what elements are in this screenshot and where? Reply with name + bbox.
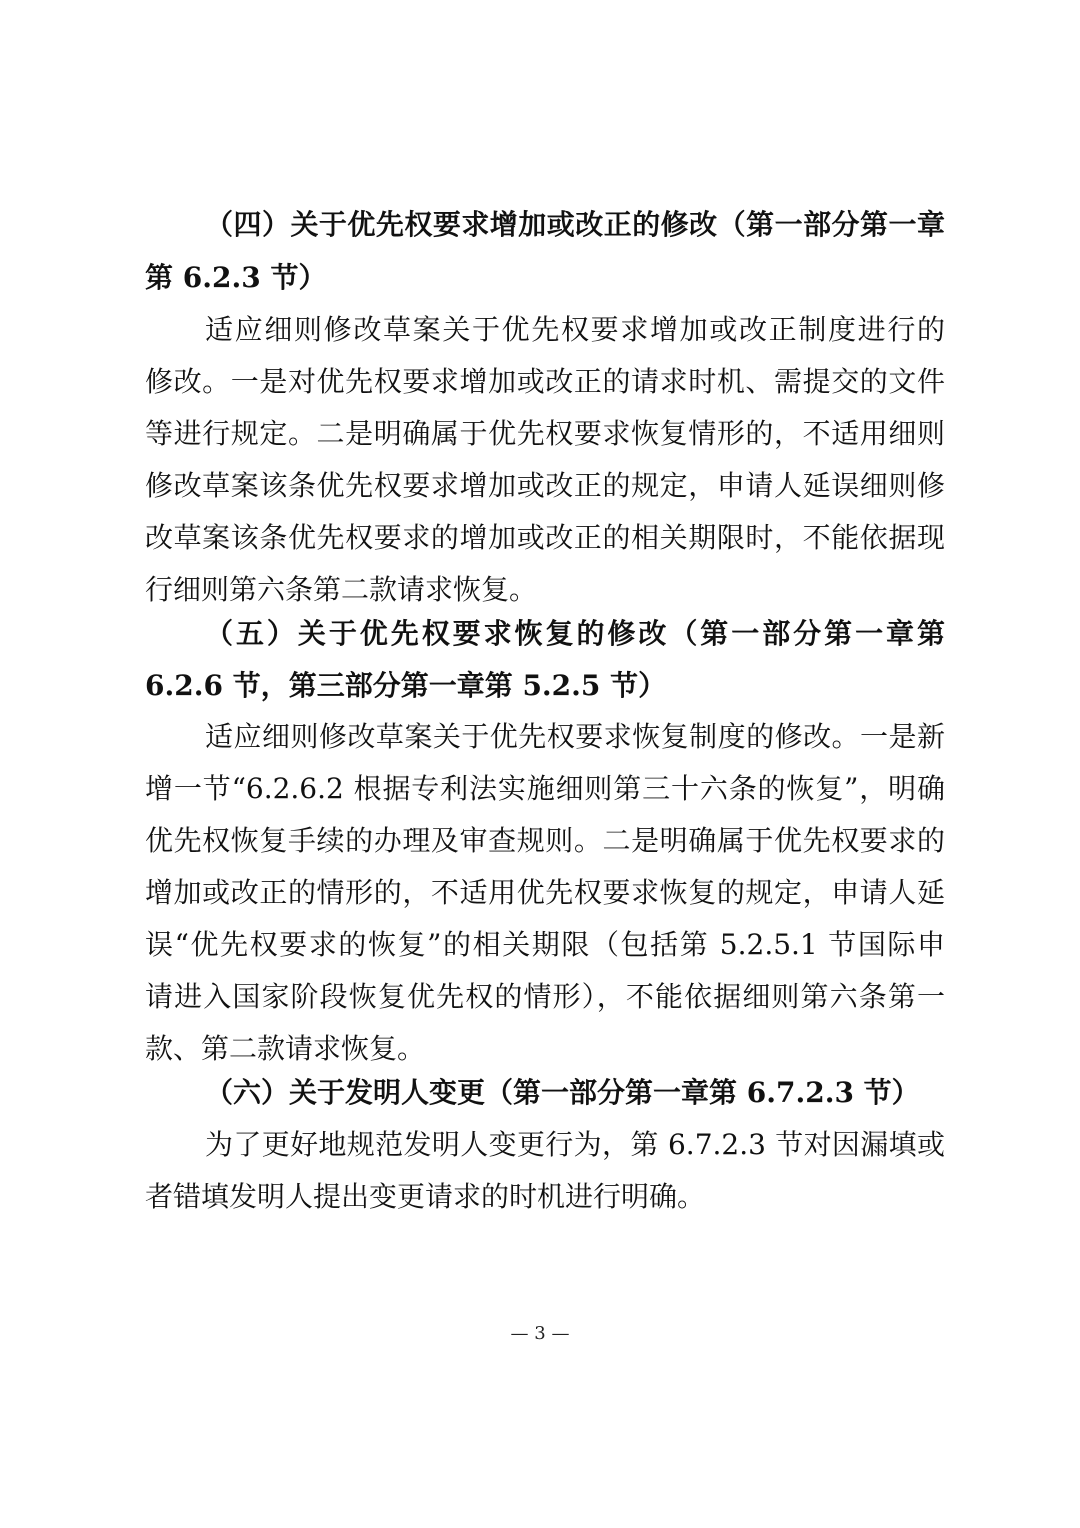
section-5-heading-line-2: 6.2.6 节，第三部分第一章第 5.2.5 节） [145,669,667,702]
section-4-body-line-5: 改草案该条优先权要求的增加或改正的相关期限时，不能依据现 [145,521,945,554]
section-5-body-line-7: 款、第二款请求恢复。 [145,1032,426,1065]
section-4-body-line-2: 修改。一是对优先权要求增加或改正的请求时机、需提交的文件 [145,365,945,398]
section-6-body-line-2: 者错填发明人提出变更请求的时机进行明确。 [145,1180,706,1213]
section-4-body-line-3: 等进行规定。二是明确属于优先权要求恢复情形的，不适用细则 [145,417,945,450]
page-number: — 3 — [510,1323,570,1344]
section-6-heading-line-1: （六）关于发明人变更（第一部分第一章第 6.7.2.3 节） [205,1076,920,1109]
section-4-body-line-6: 行细则第六条第二款请求恢复。 [145,573,538,606]
section-4-body-line-4: 修改草案该条优先权要求增加或改正的规定，申请人延误细则修 [145,469,945,502]
section-4-heading-line-1: （四）关于优先权要求增加或改正的修改（第一部分第一章 [205,208,945,241]
section-5-body-line-5: 误“优先权要求的恢复”的相关期限（包括第 5.2.5.1 节国际申 [145,928,945,961]
section-5-body-line-1: 适应细则修改草案关于优先权要求恢复制度的修改。一是新 [205,720,945,753]
section-6-body-line-1: 为了更好地规范发明人变更行为，第 6.7.2.3 节对因漏填或 [205,1128,945,1161]
section-4-body-line-1: 适应细则修改草案关于优先权要求增加或改正制度进行的 [205,313,945,346]
section-4-heading-line-2: 第 6.2.3 节） [145,261,327,294]
section-5-body-line-6: 请进入国家阶段恢复优先权的情形），不能依据细则第六条第一 [145,980,945,1013]
section-5-body-line-4: 增加或改正的情形的，不适用优先权要求恢复的规定，申请人延 [145,876,945,909]
section-5-heading-line-1: （五）关于优先权要求恢复的修改（第一部分第一章第 [205,617,945,650]
section-5-body-line-3: 优先权恢复手续的办理及审查规则。二是明确属于优先权要求的 [145,824,945,857]
section-5-body-line-2: 增一节“6.2.6.2 根据专利法实施细则第三十六条的恢复”，明确 [145,772,945,805]
